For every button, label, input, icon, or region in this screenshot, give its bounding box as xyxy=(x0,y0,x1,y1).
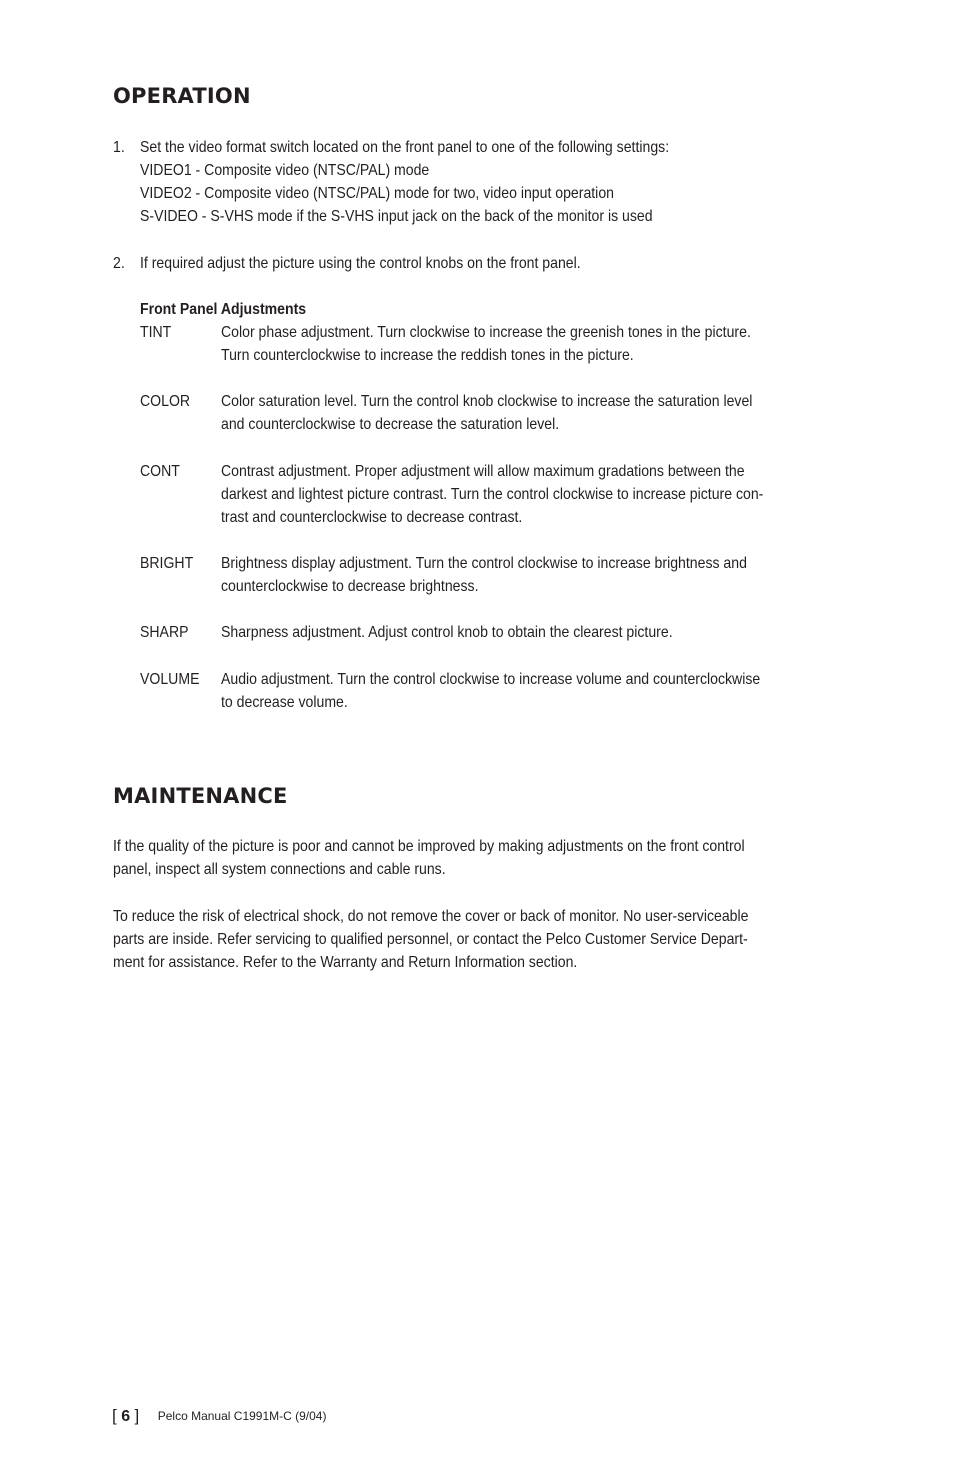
adjustment-desc-line: Turn counterclockwise to increase the reddish tones in the picture. xyxy=(221,347,634,364)
setting-svideo: S-VIDEO - S-VHS mode if the S-VHS input jack on the back of the monitor is used xyxy=(140,208,653,225)
page-footer xyxy=(112,1406,326,1426)
adjustment-label-tint: TINT xyxy=(140,324,172,341)
adjustment-desc-line: trast and counterclockwise to decrease contrast. xyxy=(221,509,523,526)
setting-video1: VIDEO1 - Composite video (NTSC/PAL) mode xyxy=(140,162,430,179)
adjustment-desc-line: Color saturation level. Turn the control knob clockwise to increase the saturation level xyxy=(221,393,753,410)
adjustment-desc-line: darkest and lightest picture contrast. Turn the control clockwise to increase picture con- xyxy=(221,486,764,503)
footer-bracket-open: [ xyxy=(112,1406,117,1425)
footer-bracket-close: ] xyxy=(134,1406,140,1425)
operation-heading: OPERATION xyxy=(113,84,251,108)
adjustment-label-volume: VOLUME xyxy=(140,671,200,688)
adjustment-desc-line: Sharpness adjustment. Adjust control knob to obtain the clearest picture. xyxy=(221,624,673,641)
item2-number: 2. xyxy=(113,255,125,272)
adjustment-desc-line: to decrease volume. xyxy=(221,694,348,711)
maintenance-heading: MAINTENANCE xyxy=(113,784,288,808)
adjustment-label-cont: CONT xyxy=(140,463,180,480)
adjustment-desc-line: counterclockwise to decrease brightness. xyxy=(221,578,479,595)
footer-manual-id: Pelco Manual C1991M-C (9/04) xyxy=(157,1409,327,1423)
adjustment-desc-line: Color phase adjustment. Turn clockwise to increase the greenish tones in the picture. xyxy=(221,324,751,341)
adjustment-label-bright: BRIGHT xyxy=(140,555,194,572)
maintenance-para1-line: panel, inspect all system connections and cable runs. xyxy=(113,861,446,878)
maintenance-para1-line: If the quality of the picture is poor and cannot be improved by making adjustments on the front control xyxy=(113,838,745,855)
item1-text: Set the video format switch located on the front panel to one of the following settings: xyxy=(140,139,670,156)
adjustment-desc-line: Brightness display adjustment. Turn the control clockwise to increase brightness and xyxy=(221,555,747,572)
adjustment-desc-line: and counterclockwise to decrease the saturation level. xyxy=(221,416,560,433)
adjustment-label-sharp: SHARP xyxy=(140,624,189,641)
maintenance-para2-line: ment for assistance. Refer to the Warranty and Return Information section. xyxy=(113,954,578,971)
setting-video2: VIDEO2 - Composite video (NTSC/PAL) mode for two, video input operation xyxy=(140,185,614,202)
adjustment-desc-line: Audio adjustment. Turn the control clockwise to increase volume and counterclockwise xyxy=(221,671,761,688)
adjustment-label-color: COLOR xyxy=(140,393,191,410)
adjustments-title: Front Panel Adjustments xyxy=(140,301,307,318)
maintenance-para2-line: parts are inside. Refer servicing to qualified personnel, or contact the Pelco Customer Service Depart- xyxy=(113,931,748,948)
item1-number: 1. xyxy=(113,139,125,156)
item2-text: If required adjust the picture using the control knobs on the front panel. xyxy=(140,255,581,272)
adjustment-desc-line: Contrast adjustment. Proper adjustment will allow maximum gradations between the xyxy=(221,463,745,480)
maintenance-para2-line: To reduce the risk of electrical shock, do not remove the cover or back of monitor. No user-serviceable xyxy=(113,908,749,925)
page-number: 6 xyxy=(121,1408,131,1425)
